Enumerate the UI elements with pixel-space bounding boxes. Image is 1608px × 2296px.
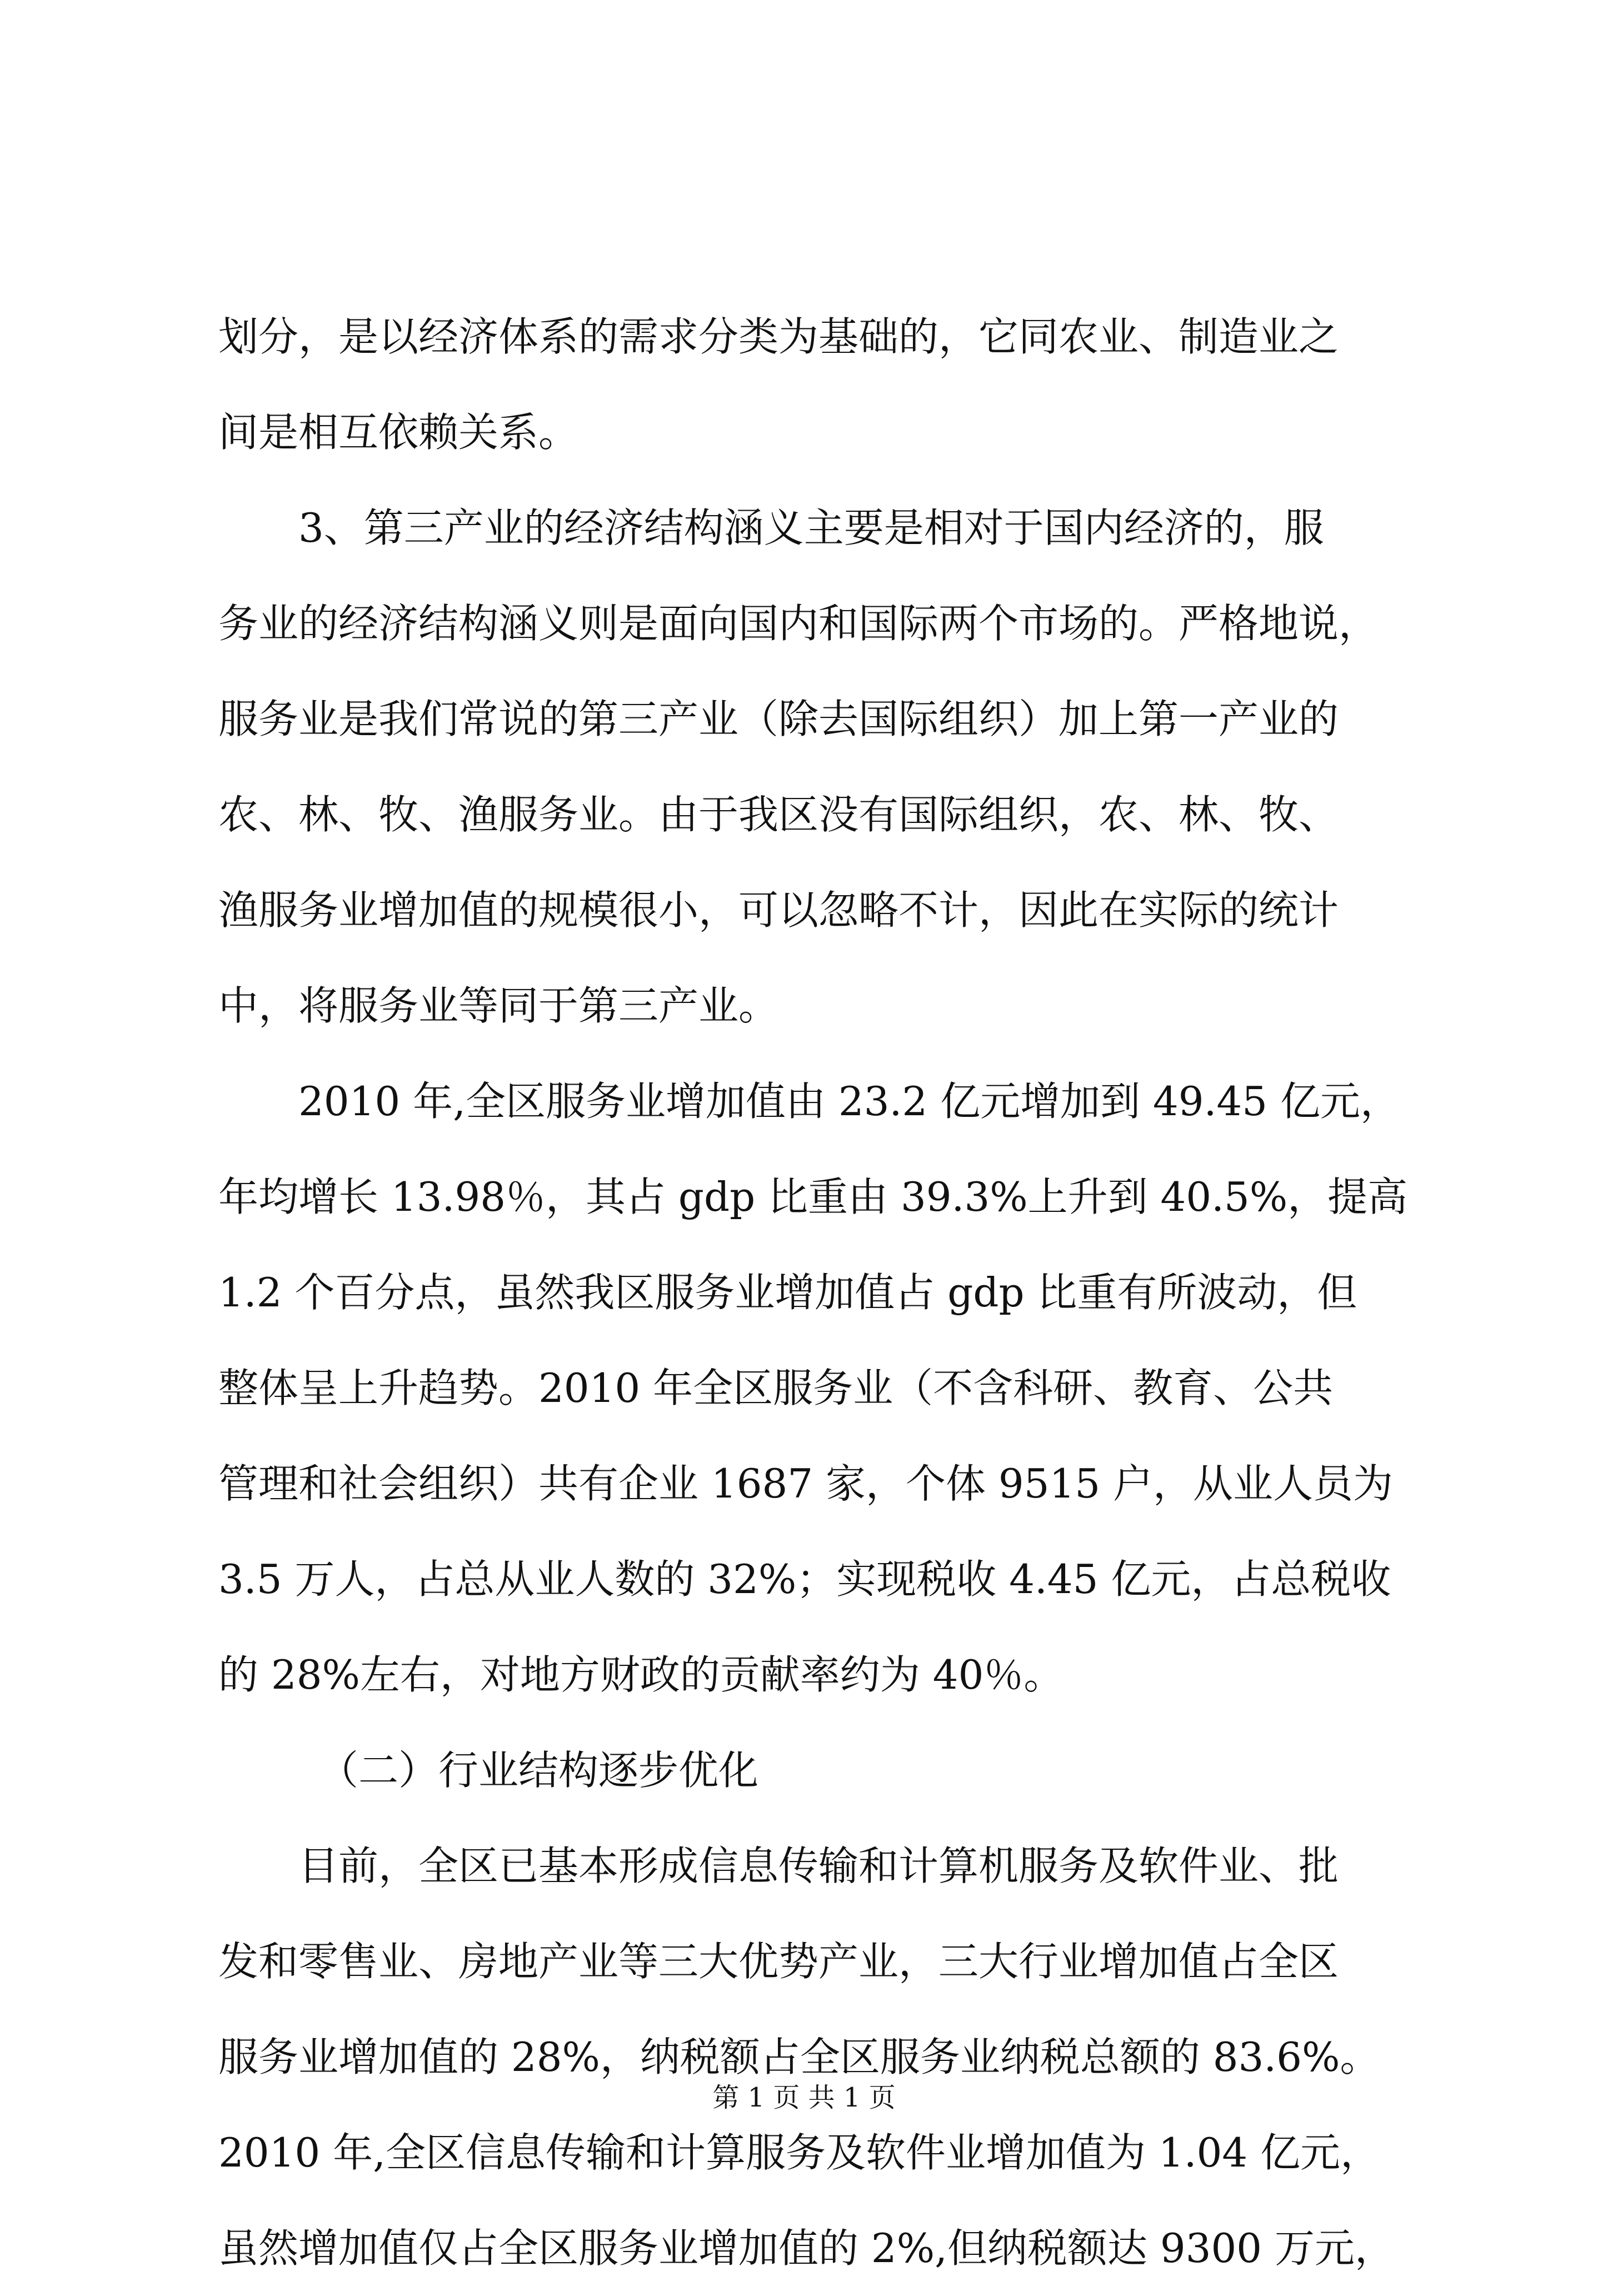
page-number-label: 第 1 页 共 1 页 xyxy=(712,2082,896,2113)
text-line: 渔服务业增加值的规模很小，可以忽略不计，因此在实际的统计 xyxy=(218,887,1339,934)
text-line: 服务业是我们常说的第三产业（除去国际组织）加上第一产业的 xyxy=(218,696,1339,742)
paragraph-start-line: 3、第三产业的经济结构涵义主要是相对于国内经济的，服 xyxy=(298,505,1324,551)
text-line: 1.2 个百分点，虽然我区服务业增加值占 gdp 比重有所波动，但 xyxy=(218,1269,1357,1316)
text-line: 年均增长 13.98％，其占 gdp 比重由 39.3%上升到 40.5%，提高 xyxy=(218,1174,1408,1220)
paragraph-start-line: 2010 年,全区服务业增加值由 23.2 亿元增加到 49.45 亿元， xyxy=(298,1078,1400,1125)
text-line: 虽然增加值仅占全区服务业增加值的 2%,但纳税额达 9300 万元， xyxy=(218,2225,1395,2272)
text-line: 划分，是以经济体系的需求分类为基础的，它同农业、制造业之 xyxy=(218,313,1339,360)
text-line: 务业的经济结构涵义则是面向国内和国际两个市场的。严格地说， xyxy=(218,600,1379,647)
document-body xyxy=(218,289,1419,2296)
text-line: 农、林、牧、渔服务业。由于我区没有国际组织，农、林、牧、 xyxy=(218,791,1339,838)
text-line: 的 28%左右，对地方财政的贡献率约为 40％。 xyxy=(218,1651,1064,1698)
text-line: 间是相互依赖关系。 xyxy=(218,409,579,456)
text-line: 管理和社会组织）共有企业 1687 家，个体 9515 户，从业人员为 xyxy=(218,1460,1394,1507)
text-line: 发和零售业、房地产业等三大优势产业，三大行业增加值占全区 xyxy=(218,1938,1339,1985)
text-line: 3.5 万人，占总从业人数的 32%；实现税收 4.45 亿元，占总税收 xyxy=(218,1556,1391,1603)
text-line: 整体呈上升趋势。2010 年全区服务业（不含科研、教育、公共 xyxy=(218,1365,1334,1411)
text-line: 2010 年,全区信息传输和计算服务及软件业增加值为 1.04 亿元， xyxy=(218,2129,1381,2176)
section-heading: （二）行业结构逐步优化 xyxy=(318,1747,759,1794)
paragraph-start-line: 目前，全区已基本形成信息传输和计算机服务及软件业、批 xyxy=(298,1843,1339,1889)
page-footer xyxy=(0,2081,1608,2114)
text-line: 中，将服务业等同于第三产业。 xyxy=(218,982,779,1029)
text-line: 服务业增加值的 28%，纳税额占全区服务业纳税总额的 83.6%。 xyxy=(218,2034,1380,2080)
